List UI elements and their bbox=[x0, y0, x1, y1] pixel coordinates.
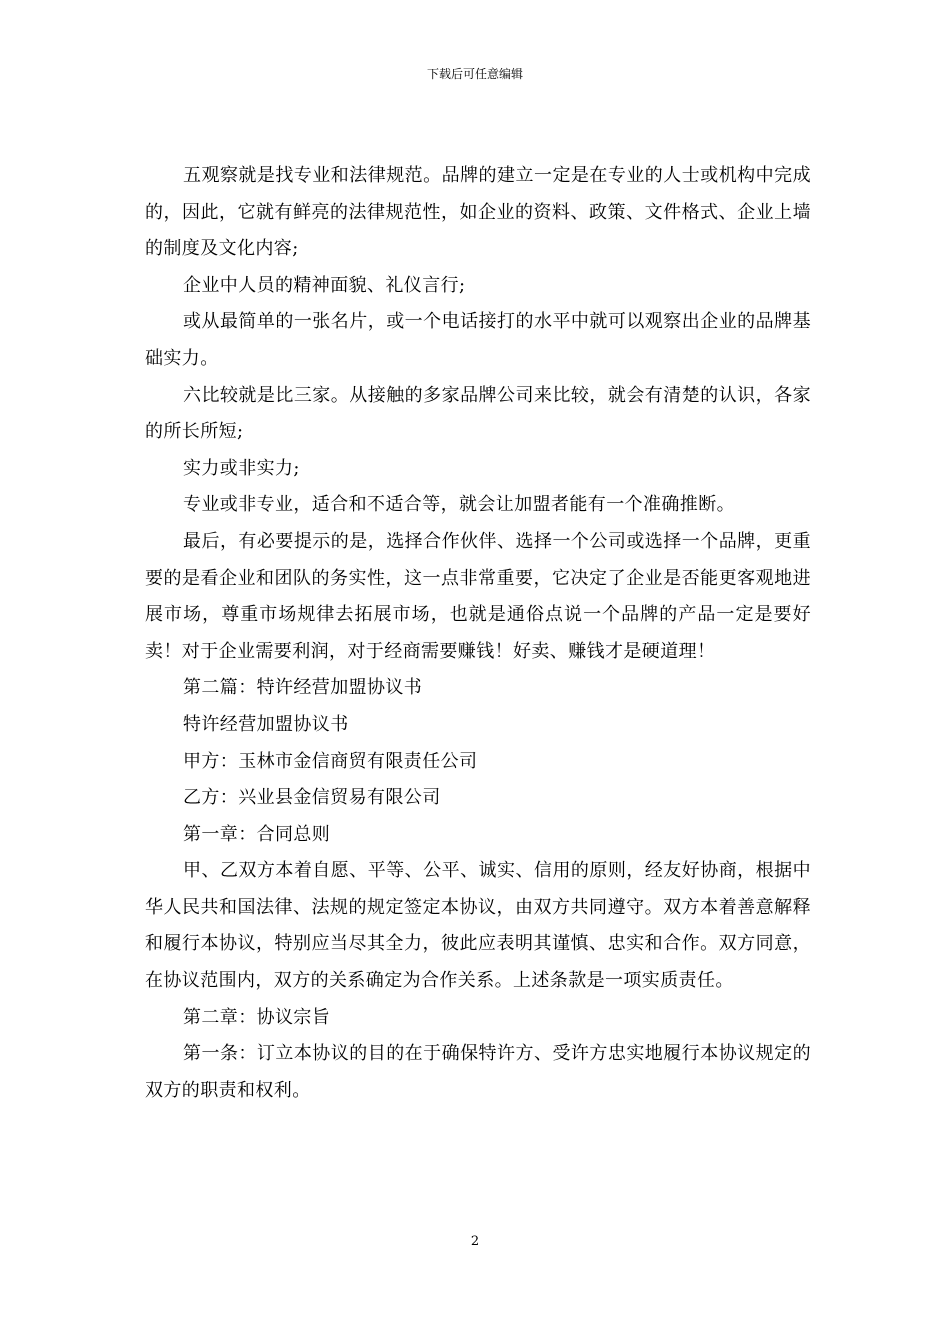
paragraph: 实力或非实力; bbox=[183, 457, 300, 479]
party-b: 乙方：兴业县金信贸易有限公司 bbox=[183, 787, 441, 809]
paragraph: 最后，有必要提示的是，选择合作伙伴、选择一个公司或选择一个品牌，更重要的是看企业和团队的务实性，这一点非常重要，它决定了企业是否能更客观地进展市场，尊重市场规律去拓展市场，也就是通俗点说一个品牌的产品一定是要好卖！对于企业需要利润，对于经商需要赚钱！好卖、赚钱才是硬道理！ bbox=[145, 530, 811, 662]
paragraph: 专业或非专业，适合和不适合等，就会让加盟者能有一个准确推断。 bbox=[183, 494, 735, 516]
page-header: 下载后可任意编辑 bbox=[426, 67, 523, 81]
section-heading: 第二篇：特许经营加盟协议书 bbox=[183, 677, 423, 699]
paragraph: 或从最简单的一张名片，或一个电话接打的水平中就可以观察出企业的品牌基础实力。 bbox=[145, 311, 811, 369]
document-title: 特许经营加盟协议书 bbox=[183, 713, 349, 735]
page-number: 2 bbox=[470, 1234, 480, 1249]
paragraph: 甲、乙双方本着自愿、平等、公平、诚实、信用的原则，经友好协商，根据中华人民共和国法律、法规的规定签定本协议，由双方共同遵守。双方本着善意解释和履行本协议，特别应当尽其全力，彼此应表明其谨慎、忠实和合作。双方同意，在协议范围内，双方的关系确定为合作关系。上述条款是一项实质责任。 bbox=[145, 860, 811, 992]
chapter-heading: 第一章：合同总则 bbox=[183, 823, 331, 845]
party-a: 甲方：玉林市金信商贸有限责任公司 bbox=[183, 750, 478, 772]
paragraph: 企业中人员的精神面貌、礼仪言行; bbox=[183, 274, 466, 296]
paragraph: 五观察就是找专业和法律规范。品牌的建立一定是在专业的人士或机构中完成的，因此，它就有鲜亮的法律规范性，如企业的资料、政策、文件格式、企业上墙的制度及文化内容; bbox=[145, 165, 811, 260]
article: 第一条：订立本协议的目的在于确保特许方、受许方忠实地履行本协议规定的双方的职责和权利。 bbox=[145, 1043, 811, 1101]
document-body bbox=[145, 158, 811, 1109]
chapter-heading: 第二章：协议宗旨 bbox=[183, 1006, 331, 1028]
paragraph: 六比较就是比三家。从接触的多家品牌公司来比较，就会有清楚的认识，各家的所长所短; bbox=[145, 384, 811, 443]
